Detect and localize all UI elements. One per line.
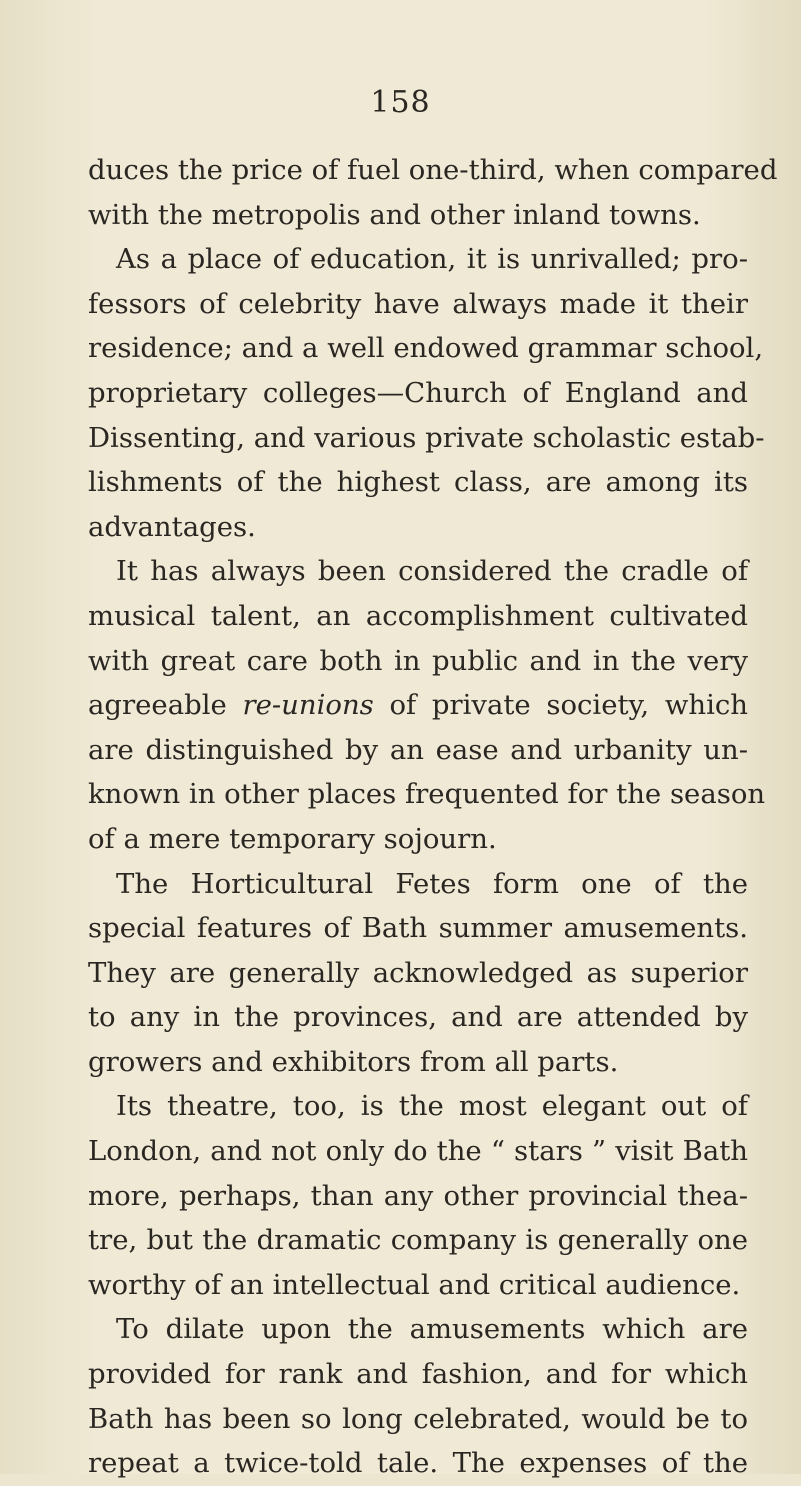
text-line-with-italic [88, 683, 748, 728]
italic-term: re-unions [242, 689, 374, 722]
text-line: are distinguished by an ease and urbanity un- [88, 733, 748, 766]
text-line: musical talent, an accomplishment cultivated [88, 599, 748, 632]
text-line: more, perhaps, than any other provincial thea- [88, 1179, 748, 1212]
text-line: As a place of education, it is unrivalled; pro- [116, 243, 748, 276]
text-line: To dilate upon the amusements which are [116, 1313, 748, 1346]
text-line: proprietary colleges—Church of England and [88, 376, 748, 409]
body-text [88, 148, 778, 1486]
text-line: residence; and a well endowed grammar school, [88, 332, 764, 365]
text-line: special features of Bath summer amusements. [88, 912, 748, 945]
text-line: advantages. [88, 510, 256, 543]
text-line: worthy of an intellectual and critical audience. [88, 1268, 741, 1301]
text-line: with great care both in public and in the very [88, 644, 748, 677]
text-line: The Horticultural Fetes form one of the [116, 867, 748, 900]
text-fragment: agreeable [88, 689, 227, 722]
text-line: tre, but the dramatic company is generally one [88, 1224, 748, 1257]
text-line: with the metropolis and other inland towns. [88, 198, 701, 231]
text-line: known in other places frequented for the season [88, 778, 766, 811]
text-line: Its theatre, too, is the most elegant out of [116, 1090, 748, 1123]
text-fragment: of private society, which [389, 689, 748, 722]
text-line: to any in the provinces, and are attended by [88, 1001, 748, 1034]
text-line: It has always been considered the cradle of [116, 555, 748, 588]
text-line: lishments of the highest class, are among its [88, 466, 748, 499]
text-line: of a mere temporary sojourn. [88, 822, 497, 855]
page-number: 158 [370, 85, 431, 120]
text-line: Dissenting, and various private scholastic estab- [88, 421, 765, 454]
text-line: Bath has been so long celebrated, would be to [88, 1402, 748, 1435]
text-line: duces the price of fuel one-third, when compared [88, 154, 778, 186]
text-line: London, and not only do the “ stars ” visit Bath [88, 1135, 748, 1168]
text-line: growers and exhibitors from all parts. [88, 1045, 619, 1078]
text-line: repeat a twice-told tale. The expenses of the [88, 1447, 748, 1480]
text-line: fessors of celebrity have always made it their [88, 287, 748, 320]
text-line: provided for rank and fashion, and for which [88, 1358, 748, 1391]
text-line: They are generally acknowledged as superior [88, 956, 748, 989]
